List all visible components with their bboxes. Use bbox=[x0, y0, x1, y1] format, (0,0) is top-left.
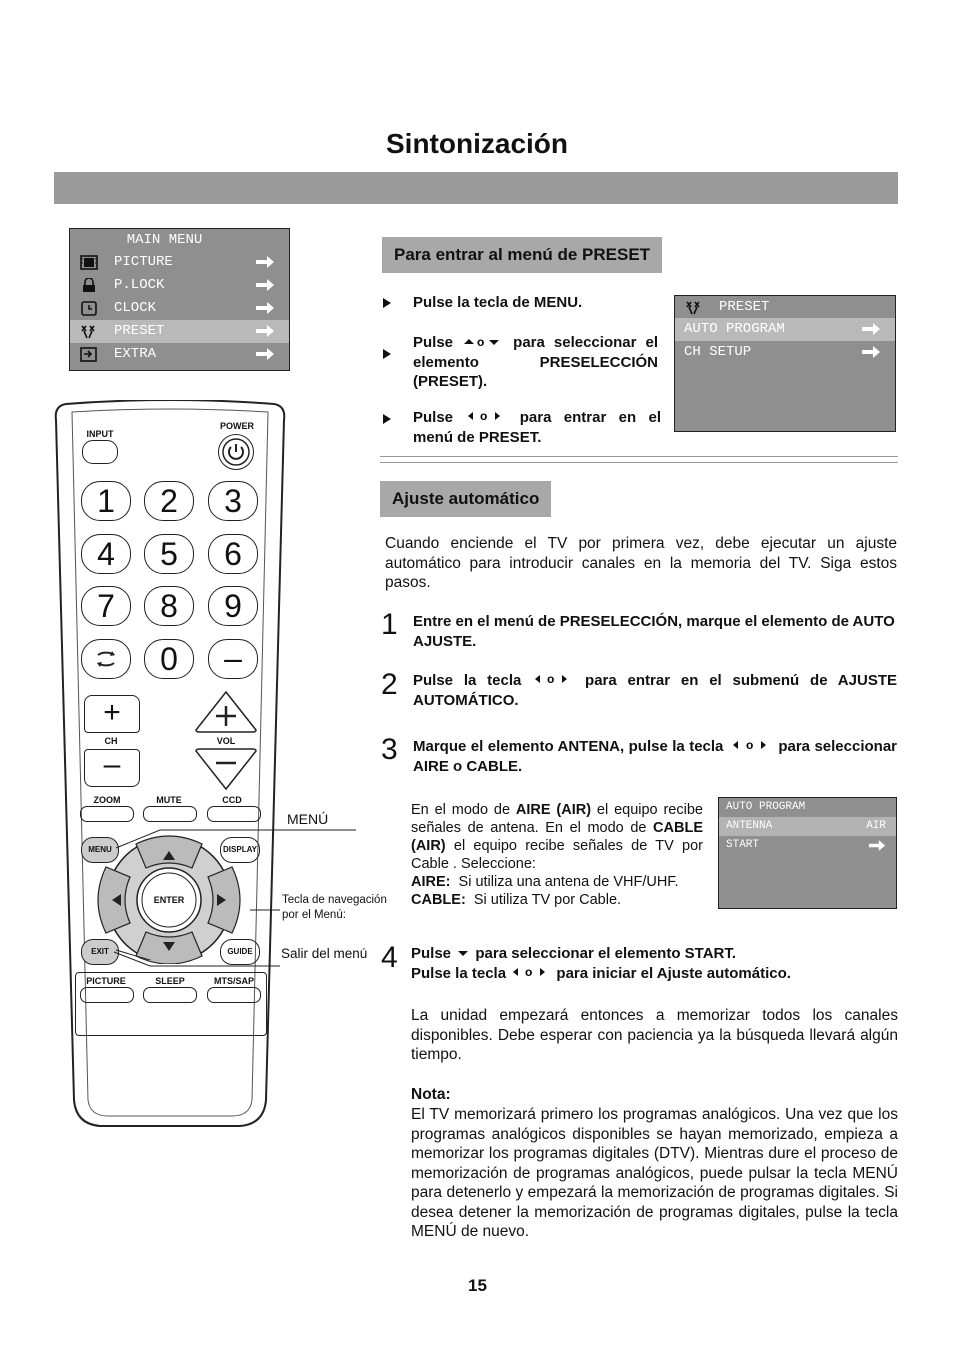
digit-button-3[interactable]: 3 bbox=[208, 481, 258, 521]
preset-menu-item-ch-setup bbox=[675, 341, 895, 364]
film-icon bbox=[80, 255, 98, 270]
vol-up-button[interactable] bbox=[194, 690, 258, 734]
step-number: 4 bbox=[381, 941, 398, 974]
step-4-post: para seleccionar el elemento START. bbox=[475, 945, 737, 962]
right-arrow-icon bbox=[255, 325, 275, 337]
preset-bullet-2-text: para seleccionar el elemento PRESELECCIÓN (PRESET). bbox=[413, 334, 659, 390]
right-arrow-icon bbox=[861, 323, 881, 335]
svg-text:o: o bbox=[525, 965, 533, 978]
right-arrow-icon bbox=[255, 256, 275, 268]
note-text: el equipo recibe señales de antena. En el modo de bbox=[411, 802, 703, 836]
preset-bullet-3 bbox=[413, 408, 661, 447]
antenna-icon bbox=[685, 300, 703, 315]
auto-program-osd bbox=[718, 797, 897, 909]
svg-text:o: o bbox=[547, 673, 555, 685]
note-text: En el modo de bbox=[411, 802, 516, 818]
main-menu-item-label: PRESET bbox=[114, 323, 165, 339]
enter-button[interactable]: ENTER bbox=[153, 895, 185, 905]
ccd-label: CCD bbox=[222, 795, 242, 805]
bullet-icon bbox=[383, 349, 391, 359]
preset-menu-osd bbox=[674, 295, 896, 432]
step-1-text: Entre en el menú de PRESELECCIÓN, marque el elemento de AUTO AJUSTE. bbox=[413, 613, 895, 650]
step-4-pre: Pulse bbox=[411, 945, 452, 962]
svg-text:o: o bbox=[480, 410, 488, 422]
main-menu-item-label: EXTRA bbox=[114, 346, 157, 362]
step-2-post: para entrar en el submenú de AJUSTE AUTOMÁTICO. bbox=[413, 672, 897, 709]
main-menu-item-plock bbox=[70, 274, 289, 297]
antenna-note bbox=[411, 801, 703, 909]
digit-button-1[interactable]: 1 bbox=[81, 481, 131, 521]
main-menu-item-preset bbox=[70, 320, 289, 343]
mts-sap-label: MTS/SAP bbox=[213, 976, 254, 986]
right-arrow-icon bbox=[255, 348, 275, 360]
mute-label: MUTE bbox=[156, 795, 182, 805]
antenna-label: ANTENNA bbox=[726, 820, 773, 832]
remote-bottom-panel bbox=[75, 972, 267, 1036]
up-down-keys-icon bbox=[462, 337, 504, 347]
main-menu-title: MAIN MENU bbox=[126, 232, 203, 248]
step-4-post2: para iniciar el Ajuste automático. bbox=[556, 964, 791, 982]
input-button[interactable] bbox=[82, 440, 118, 464]
digit-button-4[interactable]: 4 bbox=[81, 534, 131, 574]
digit-button-0[interactable]: 0 bbox=[144, 639, 194, 679]
guide-button[interactable]: GUIDE bbox=[220, 939, 260, 965]
left-right-keys-icon bbox=[728, 739, 774, 751]
recall-icon bbox=[82, 640, 130, 678]
after-text: La unidad empezará entonces a memorizar todos los canales disponibles. Debe esperar con paciencia ya la búsqueda llevará algún tiempo. bbox=[411, 1007, 898, 1063]
main-menu-item-extra bbox=[70, 343, 289, 366]
pulse-text: Pulse bbox=[413, 334, 454, 351]
step-number: 3 bbox=[381, 733, 398, 766]
preset-menu-item-auto bbox=[675, 318, 895, 341]
start-row bbox=[719, 836, 896, 855]
step-3-pre: Marque el elemento ANTENA, pulse la tecla bbox=[413, 738, 724, 755]
callout-menu: MENÚ bbox=[287, 811, 329, 827]
main-menu-item-picture bbox=[70, 251, 289, 274]
step-3-text bbox=[413, 737, 897, 776]
callout-nav: Tecla de navegación por el Menú: bbox=[282, 894, 387, 921]
preset-menu-item-label: CH SETUP bbox=[684, 344, 752, 360]
svg-text:o: o bbox=[745, 739, 754, 751]
note-bold: CABLE (AIR) bbox=[411, 820, 703, 854]
step-3-post: para seleccionar AIRE o CABLE. bbox=[413, 738, 897, 775]
right-arrow-icon bbox=[868, 840, 886, 851]
exit-button[interactable]: EXIT bbox=[81, 939, 119, 965]
step-number: 1 bbox=[381, 608, 398, 641]
step-2-text bbox=[413, 671, 897, 710]
svg-text:o: o bbox=[477, 337, 485, 347]
bullet-icon bbox=[383, 298, 391, 308]
recall-button[interactable] bbox=[81, 639, 131, 679]
ch-down-button[interactable]: – bbox=[84, 749, 140, 787]
antenna-value: AIR bbox=[866, 820, 886, 832]
display-button[interactable]: DISPLAY bbox=[220, 837, 260, 863]
ch-label: CH bbox=[104, 736, 118, 746]
power-label: POWER bbox=[219, 421, 254, 431]
preset-menu-item-label: AUTO PROGRAM bbox=[684, 321, 785, 337]
left-right-keys-icon bbox=[510, 966, 552, 978]
antenna-row bbox=[719, 817, 896, 836]
main-menu-osd bbox=[69, 228, 290, 371]
input-label: INPUT bbox=[86, 429, 114, 439]
zoom-label: ZOOM bbox=[93, 795, 121, 805]
preset-bullet-1: Pulse la tecla de MENU. bbox=[413, 294, 583, 311]
title-band bbox=[54, 172, 898, 204]
left-right-keys-icon bbox=[465, 410, 507, 422]
ch-up-button[interactable]: + bbox=[84, 695, 140, 733]
preset-section-heading: Para entrar al menú de PRESET bbox=[382, 237, 662, 273]
digit-button-2[interactable]: 2 bbox=[144, 481, 194, 521]
picture-label: PICTURE bbox=[86, 976, 126, 986]
note-text: El TV memorizará primero los programas analógicos. Una vez que los programas analógicos disponibles se hayan memorizado, empieza a memorizar los programas digitales (DTV). Mientras dure el proceso de memorización de programas analógicos, puede pulsar la tecla MENÚ para detenerlo y empezará la memorización de programas digitales. Si desea detener la memorización de programas digitales, pulse la tecla MENÚ de nuevo. bbox=[411, 1106, 898, 1240]
step-4-pre2: Pulse la tecla bbox=[411, 964, 507, 982]
auto-intro: Cuando enciende el TV por primera vez, debe ejecutar un ajuste automático para introducir canales en la memoria del TV. Siga estos pasos. bbox=[385, 535, 897, 591]
preset-bullet-3-text: para entrar en el menú de PRESET. bbox=[413, 409, 662, 446]
right-arrow-icon bbox=[255, 302, 275, 314]
main-menu-item-label: PICTURE bbox=[114, 254, 173, 270]
down-key-icon bbox=[455, 948, 471, 958]
aire-text: Si utiliza una antena de VHF/UHF. bbox=[458, 874, 679, 890]
auto-section-heading: Ajuste automático bbox=[380, 481, 551, 517]
pulse-text: Pulse bbox=[413, 409, 454, 426]
clock-icon bbox=[80, 301, 98, 316]
digit-button-6[interactable]: 6 bbox=[208, 534, 258, 574]
main-menu-item-label: P.LOCK bbox=[114, 277, 165, 293]
vol-down-button[interactable] bbox=[194, 747, 258, 791]
page-title: Sintonización bbox=[386, 128, 568, 159]
main-menu-item-label: CLOCK bbox=[114, 300, 157, 316]
auto-program-title: AUTO PROGRAM bbox=[726, 801, 806, 813]
preset-bullet-2 bbox=[413, 333, 658, 392]
sleep-label: SLEEP bbox=[155, 976, 185, 986]
left-right-keys-icon bbox=[532, 673, 574, 685]
extra-icon bbox=[80, 347, 98, 362]
digit-button-8[interactable]: 8 bbox=[144, 586, 194, 626]
note-title: Nota: bbox=[411, 1086, 451, 1103]
note-bold: AIRE (AIR) bbox=[515, 802, 592, 818]
power-icon bbox=[219, 435, 253, 469]
callout-lines bbox=[110, 820, 360, 960]
step-2-pre: Pulse la tecla bbox=[413, 672, 522, 689]
digit-button-9[interactable]: 9 bbox=[208, 586, 258, 626]
aire-label: AIRE: bbox=[411, 874, 451, 890]
start-label: START bbox=[726, 839, 760, 851]
vol-label: VOL bbox=[216, 736, 236, 746]
preset-menu-title: PRESET bbox=[719, 299, 770, 315]
bullet-icon bbox=[383, 414, 391, 424]
menu-button[interactable]: MENU bbox=[81, 837, 119, 863]
cable-text: Si utiliza TV por Cable. bbox=[473, 892, 622, 908]
main-menu-item-clock bbox=[70, 297, 289, 320]
callout-exit: Salir del menú bbox=[281, 946, 368, 961]
note-text: el equipo recibe señales de TV por Cable . Seleccione: bbox=[411, 838, 703, 872]
power-button[interactable] bbox=[218, 434, 254, 470]
dash-button[interactable]: – bbox=[208, 639, 258, 679]
cable-label: CABLE: bbox=[411, 892, 466, 908]
digit-button-5[interactable]: 5 bbox=[144, 534, 194, 574]
step-number: 2 bbox=[381, 668, 398, 701]
digit-button-7[interactable]: 7 bbox=[81, 586, 131, 626]
page-number: 15 bbox=[468, 1276, 487, 1295]
right-arrow-icon bbox=[861, 346, 881, 358]
antenna-icon bbox=[80, 324, 98, 339]
right-arrow-icon bbox=[255, 279, 275, 291]
step-4-text bbox=[411, 944, 897, 983]
lock-icon bbox=[80, 278, 98, 293]
section-divider bbox=[380, 456, 898, 463]
